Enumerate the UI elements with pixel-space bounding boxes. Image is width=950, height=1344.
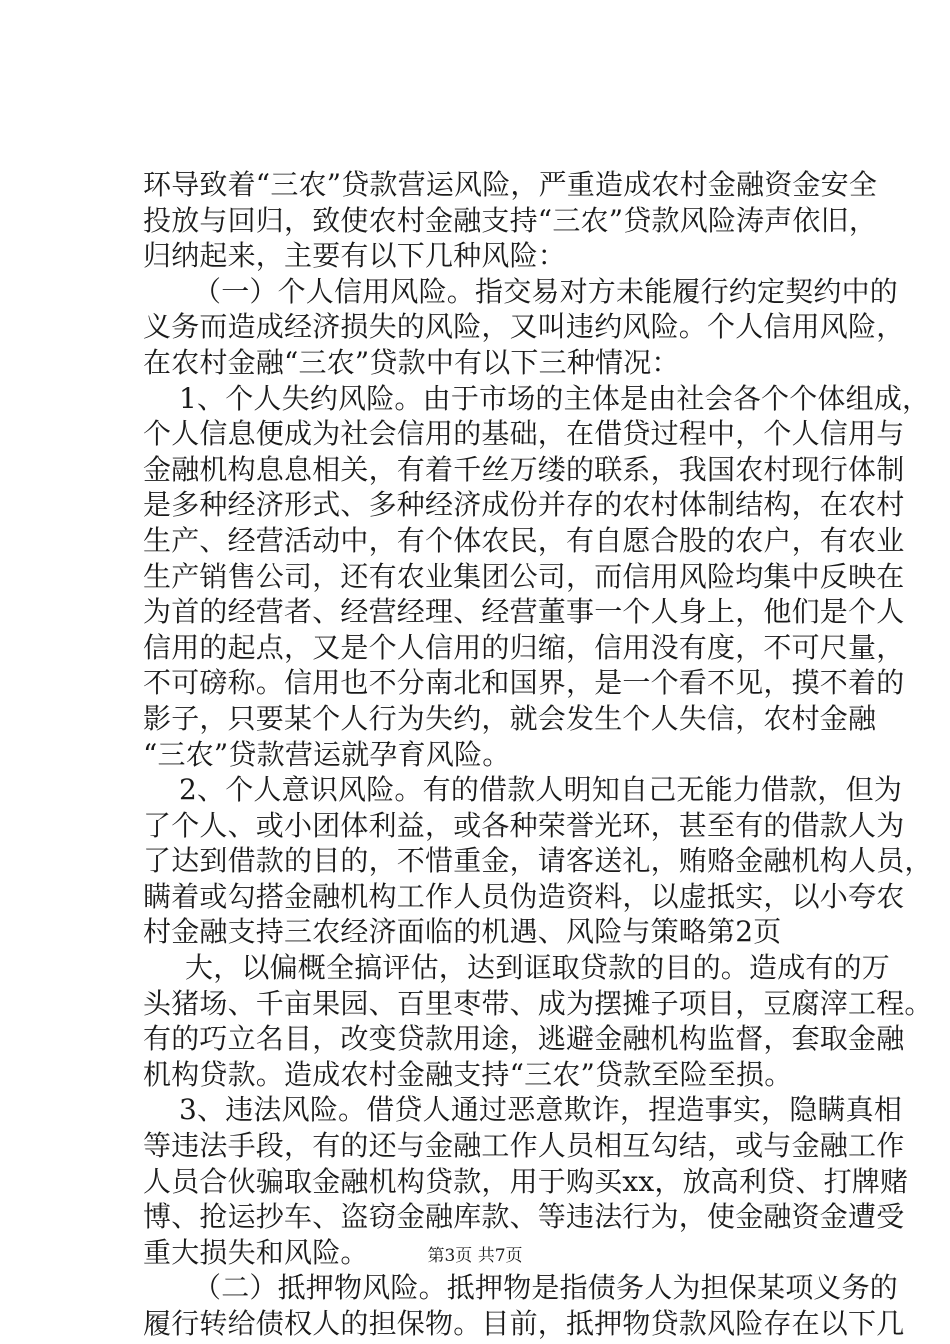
- list-item-line: 2、个人意识风险。有的借款人明知自己无能力借款，但为: [179, 773, 903, 807]
- text-line: 投放与回归，致使农村金融支持“三农”贷款风险涛声依旧，: [143, 203, 878, 237]
- text-line: 履行转给债权人的担保物。目前，抵押物贷款风险存在以下几: [143, 1307, 905, 1340]
- text-line: 有的巧立名目，改变贷款用途，逃避金融机构监督，套取金融: [143, 1022, 905, 1056]
- text-line: 了达到借款的目的，不惜重金，请客送礼，贿赂金融机构人员，: [143, 844, 933, 878]
- text-line: 机构贷款。造成农村金融支持“三农”贷款至险至损。: [143, 1057, 793, 1091]
- text-line: 不可磅称。信用也不分南北和国界，是一个看不见，摸不着的: [143, 666, 905, 700]
- document-body: [143, 167, 933, 1342]
- list-item-line: 3、违法风险。借贷人通过恶意欺诈，捏造事实，隐瞒真相: [179, 1093, 903, 1127]
- text-line: 生产销售公司，还有农业集团公司，而信用风险均集中反映在: [143, 559, 905, 593]
- section-heading-line: （一）个人信用风险。指交易对方未能履行约定契约中的: [193, 274, 899, 308]
- text-line: 头猪场、千亩果园、百里枣带、成为摆摊子项目，豆腐滓工程。: [143, 986, 933, 1020]
- text-line: 在农村金融“三农”贷款中有以下三种情况：: [143, 345, 680, 379]
- text-line: 了个人、或小团体利益，或各种荣誉光环，甚至有的借款人为: [143, 808, 905, 842]
- section-heading-line: （二）抵押物风险。抵押物是指债务人为担保某项义务的: [193, 1271, 899, 1305]
- text-line: 为首的经营者、经营经理、经营董事一个人身上，他们是个人: [143, 595, 905, 629]
- text-line: 瞒着或勾搭金融机构工作人员伪造资料，以虚抵实，以小夸农: [143, 879, 905, 913]
- text-line: 人员合伙骗取金融机构贷款，用于购买xx，放高利贷、打牌赌: [143, 1164, 909, 1198]
- text-line: “三农”贷款营运就孕育风险。: [143, 737, 511, 771]
- text-line: 是多种经济形式、多种经济成份并存的农村体制结构，在农村: [143, 488, 905, 522]
- text-line: 影子，只要某个人行为失约，就会发生个人失信，农村金融: [143, 701, 877, 735]
- text-line: 生产、经营活动中，有个体农民，有自愿合股的农户，有农业: [143, 523, 905, 557]
- text-line: 大，以偏概全搞评估，达到诓取贷款的目的。造成有的万: [185, 951, 891, 985]
- list-item-line: 1、个人失约风险。由于市场的主体是由社会各个个体组成，: [179, 381, 931, 415]
- text-line: 环导致着“三农”贷款营运风险，严重造成农村金融资金安全: [143, 168, 878, 201]
- text-line: 金融机构息息相关，有着千丝万缕的联系，我国农村现行体制: [143, 452, 905, 486]
- page-number-footer: 第3页 共7页: [427, 1246, 523, 1266]
- text-line: 义务而造成经济损失的风险，又叫违约风险。个人信用风险，: [143, 310, 905, 344]
- text-line: 个人信息便成为社会信用的基础，在借贷过程中，个人信用与: [143, 417, 905, 451]
- text-line: 归纳起来，主要有以下几种风险：: [143, 239, 567, 273]
- text-line: 信用的起点，又是个人信用的归缩，信用没有度，不可尺量，: [143, 630, 905, 664]
- text-line: 重大损失和风险。: [143, 1235, 369, 1269]
- text-line: 等违法手段，有的还与金融工作人员相互勾结，或与金融工作: [143, 1129, 905, 1163]
- text-line: 村金融支持三农经济面临的机遇、风险与策略第2页: [143, 915, 782, 949]
- text-line: 博、抢运抄车、盗窃金融库款、等违法行为，使金融资金遭受: [143, 1200, 905, 1234]
